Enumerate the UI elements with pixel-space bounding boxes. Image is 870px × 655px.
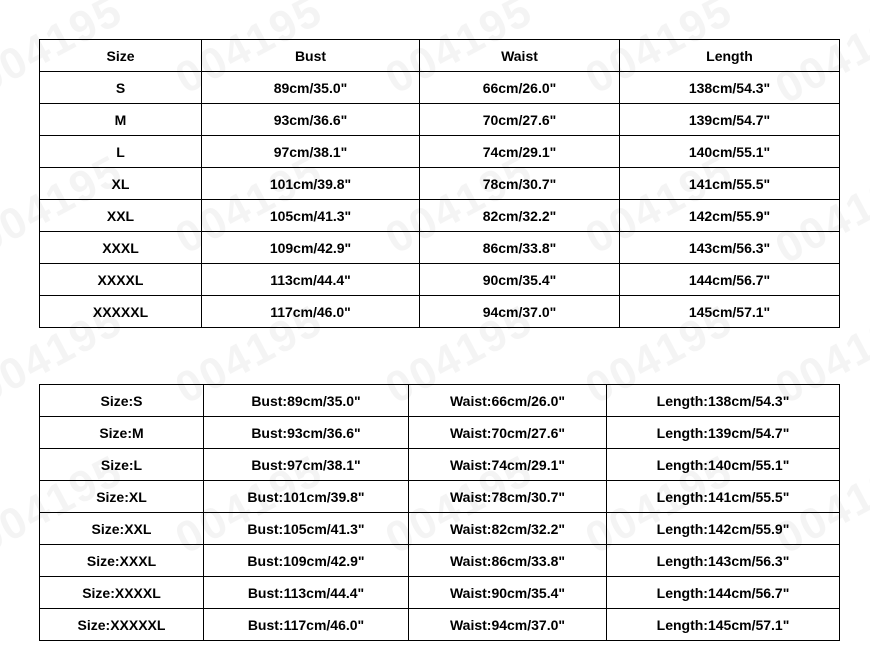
cell-bust: Bust:93cm/36.6" (204, 417, 409, 449)
column-header-size: Size (40, 40, 202, 72)
cell-bust: 105cm/41.3" (202, 200, 420, 232)
cell-size: Size:XL (40, 481, 204, 513)
table-row (40, 168, 840, 200)
cell-length: Length:141cm/55.5" (607, 481, 840, 513)
cell-bust: Bust:97cm/38.1" (204, 449, 409, 481)
column-header-waist: Waist (420, 40, 620, 72)
table-row (40, 72, 840, 104)
cell-waist: Waist:94cm/37.0" (409, 609, 607, 641)
size-chart-table (39, 39, 840, 328)
cell-bust: 89cm/35.0" (202, 72, 420, 104)
cell-waist: 70cm/27.6" (420, 104, 620, 136)
cell-size: Size:L (40, 449, 204, 481)
cell-length: Length:144cm/56.7" (607, 577, 840, 609)
cell-size: XXXXL (40, 264, 202, 296)
column-header-bust: Bust (202, 40, 420, 72)
cell-waist: Waist:86cm/33.8" (409, 545, 607, 577)
column-header-length: Length (620, 40, 840, 72)
cell-waist: 74cm/29.1" (420, 136, 620, 168)
cell-bust: Bust:109cm/42.9" (204, 545, 409, 577)
cell-waist: 78cm/30.7" (420, 168, 620, 200)
cell-size: XXXL (40, 232, 202, 264)
cell-length: Length:145cm/57.1" (607, 609, 840, 641)
cell-length: Length:139cm/54.7" (607, 417, 840, 449)
cell-size: XXL (40, 200, 202, 232)
cell-length: 140cm/55.1" (620, 136, 840, 168)
table-row (40, 385, 840, 417)
cell-size: XXXXXL (40, 296, 202, 328)
cell-bust: 113cm/44.4" (202, 264, 420, 296)
cell-length: 142cm/55.9" (620, 200, 840, 232)
table-row (40, 136, 840, 168)
table-row (40, 232, 840, 264)
table-row (40, 449, 840, 481)
cell-waist: 82cm/32.2" (420, 200, 620, 232)
table-row (40, 545, 840, 577)
labeled-size-chart-table (39, 384, 840, 641)
cell-size: Size:XXXL (40, 545, 204, 577)
cell-size: Size:XXL (40, 513, 204, 545)
table-row (40, 200, 840, 232)
table-row (40, 264, 840, 296)
cell-size: Size:M (40, 417, 204, 449)
table-row (40, 513, 840, 545)
table-row (40, 481, 840, 513)
cell-length: Length:138cm/54.3" (607, 385, 840, 417)
cell-size: S (40, 72, 202, 104)
cell-length: Length:142cm/55.9" (607, 513, 840, 545)
cell-size: Size:S (40, 385, 204, 417)
cell-bust: 93cm/36.6" (202, 104, 420, 136)
cell-length: 139cm/54.7" (620, 104, 840, 136)
cell-waist: Waist:90cm/35.4" (409, 577, 607, 609)
cell-bust: Bust:101cm/39.8" (204, 481, 409, 513)
cell-bust: 117cm/46.0" (202, 296, 420, 328)
cell-size: L (40, 136, 202, 168)
cell-bust: Bust:105cm/41.3" (204, 513, 409, 545)
cell-waist: Waist:66cm/26.0" (409, 385, 607, 417)
cell-length: 143cm/56.3" (620, 232, 840, 264)
cell-bust: Bust:117cm/46.0" (204, 609, 409, 641)
cell-bust: Bust:113cm/44.4" (204, 577, 409, 609)
cell-waist: Waist:74cm/29.1" (409, 449, 607, 481)
cell-length: 141cm/55.5" (620, 168, 840, 200)
cell-bust: Bust:89cm/35.0" (204, 385, 409, 417)
cell-waist: 66cm/26.0" (420, 72, 620, 104)
table-row (40, 104, 840, 136)
cell-size: XL (40, 168, 202, 200)
cell-waist: 86cm/33.8" (420, 232, 620, 264)
cell-waist: Waist:78cm/30.7" (409, 481, 607, 513)
table-row (40, 577, 840, 609)
cell-waist: Waist:82cm/32.2" (409, 513, 607, 545)
cell-bust: 101cm/39.8" (202, 168, 420, 200)
cell-length: Length:140cm/55.1" (607, 449, 840, 481)
table-header-row (40, 40, 840, 72)
cell-size: Size:XXXXL (40, 577, 204, 609)
cell-waist: 90cm/35.4" (420, 264, 620, 296)
cell-bust: 97cm/38.1" (202, 136, 420, 168)
cell-size: Size:XXXXXL (40, 609, 204, 641)
cell-length: 144cm/56.7" (620, 264, 840, 296)
table-row (40, 609, 840, 641)
cell-waist: Waist:70cm/27.6" (409, 417, 607, 449)
cell-length: 145cm/57.1" (620, 296, 840, 328)
cell-size: M (40, 104, 202, 136)
table-row (40, 296, 840, 328)
cell-waist: 94cm/37.0" (420, 296, 620, 328)
cell-bust: 109cm/42.9" (202, 232, 420, 264)
table-row (40, 417, 840, 449)
cell-length: Length:143cm/56.3" (607, 545, 840, 577)
cell-length: 138cm/54.3" (620, 72, 840, 104)
